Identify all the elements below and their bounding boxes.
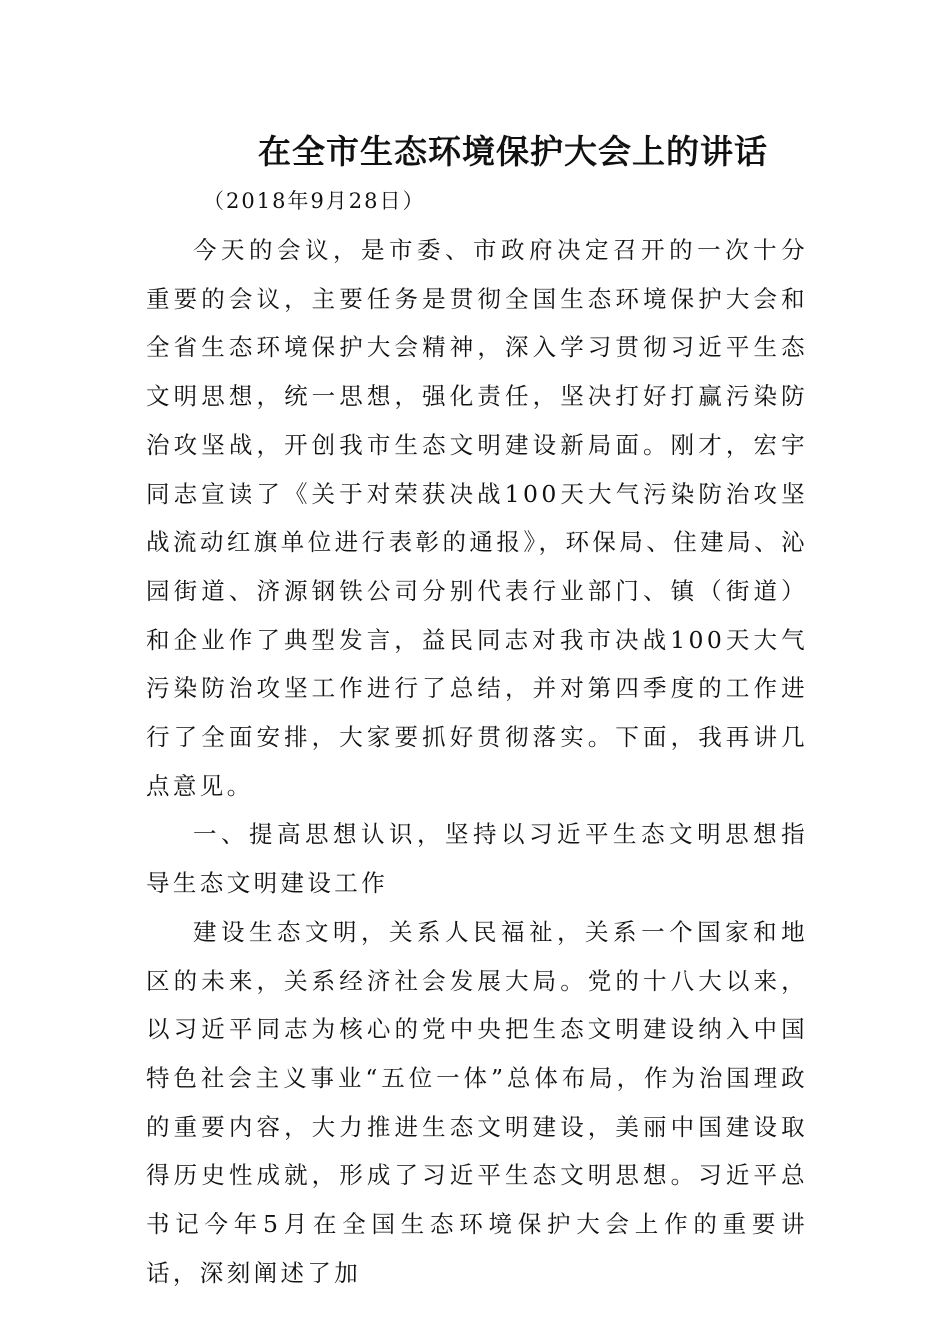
document-date: （2018年9月28日） (203, 189, 426, 213)
document-body (146, 226, 808, 1297)
document-title: 在全市生态环境保护大会上的讲话 (258, 132, 768, 171)
paragraph-section-one: 建设生态文明，关系人民福祉，关系一个国家和地区的未来，关系经济社会发展大局。党的十八大以来，以习近平同志为核心的党中央把生态文明建设纳入中国特色社会主义事业“五位一体”总体布局，作为治国理政的重要内容，大力推进生态文明建设，美丽中国建设取得历史性成就，形成了习近平生态文明思想。习近平总书记今年5月在全国生态环境保护大会上作的重要讲话，深刻阐述了加 (146, 917, 808, 1287)
section-heading-one: 一、提高思想认识，坚持以习近平生态文明思想指导生态文明建设工作 (146, 820, 808, 898)
paragraph-opening: 今天的会议，是市委、市政府决定召开的一次十分重要的会议，主要任务是贯彻全国生态环境保护大会和全省生态环境保护大会精神，深入学习贯彻习近平生态文明思想，统一思想，强化责任，坚决打好打赢污染防治攻坚战，开创我市生态文明建设新局面。刚才，宏宇同志宣读了《关于对荣获决战100天大气污染防治攻坚战流动红旗单位进行表彰的通报》，环保局、住建局、沁园街道、济源钢铁公司分别代表行业部门、镇（街道）和企业作了典型发言，益民同志对我市决战100天大气污染防治攻坚工作进行了总结，并对第四季度的工作进行了全面安排，大家要抓好贯彻落实。下面，我再讲几点意见。 (146, 236, 808, 800)
